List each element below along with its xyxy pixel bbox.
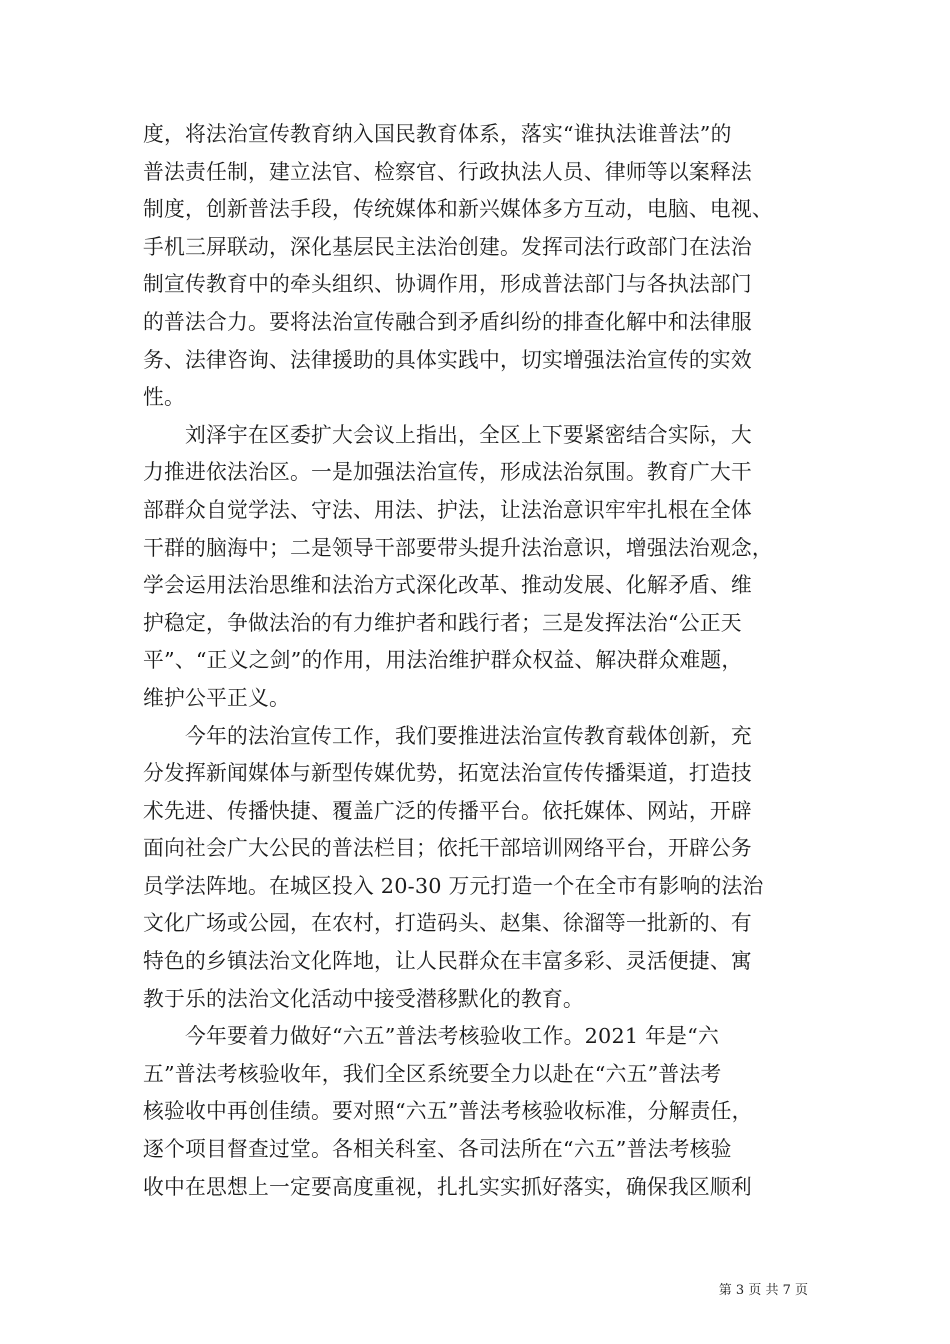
text-line: 务、法律咨询、法律援助的具体实践中，切实增强法治宣传的实效 xyxy=(143,347,752,372)
text-line: 度，将法治宣传教育纳入国民教育体系，落实“谁执法谁普法”的 xyxy=(143,122,732,146)
text-line: 逐个项目督查过堂。各相关科室、各司法所在“六五”普法考核验 xyxy=(143,1137,732,1162)
text-line: 干群的脑海中；二是领导干部要带头提升法治意识，增强法治观念， xyxy=(143,535,773,560)
text-line: 维护公平正义。 xyxy=(143,685,290,710)
text-line: 部群众自觉学法、守法、用法、护法，让法治意识牢牢扎根在全体 xyxy=(143,497,752,522)
text-line: 的普法合力。要将法治宣传融合到矛盾纠纷的排查化解中和法律服 xyxy=(143,309,752,334)
text-line: 特色的乡镇法治文化阵地，让人民群众在丰富多彩、灵活便捷、寓 xyxy=(143,949,752,974)
text-line: 学会运用法治思维和法治方式深化改革、推动发展、化解矛盾、维 xyxy=(143,573,752,598)
text-line: 文化广场或公园，在农村，打造码头、赵集、徐溜等一批新的、有 xyxy=(143,911,752,936)
text-line: 教于乐的法治文化活动中接受潜移默化的教育。 xyxy=(143,986,584,1011)
text-line: 普法责任制，建立法官、检察官、行政执法人员、律师等以案释法 xyxy=(143,159,752,184)
text-line: 护稳定，争做法治的有力维护者和践行者；三是发挥法治“公正天 xyxy=(143,610,742,635)
text-line: 今年要着力做好“六五”普法考核验收工作。2021 年是“六 xyxy=(143,1024,719,1049)
text-line: 面向社会广大公民的普法栏目；依托干部培训网络平台，开辟公务 xyxy=(143,836,752,861)
text-line: 核验收中再创佳绩。要对照“六五”普法考核验收标准，分解责任， xyxy=(143,1099,753,1124)
document-body xyxy=(143,116,813,1206)
text-line: 手机三屏联动，深化基层民主法治创建。发挥司法行政部门在法治 xyxy=(143,234,752,259)
text-line: 员学法阵地。在城区投入 20-30 万元打造一个在全市有影响的法治 xyxy=(143,873,764,898)
text-line: 力推进依法治区。一是加强法治宣传，形成法治氛围。教育广大干 xyxy=(143,460,752,485)
text-line: 术先进、传播快捷、覆盖广泛的传播平台。依托媒体、网站，开辟 xyxy=(143,798,752,823)
text-line: 收中在思想上一定要高度重视，扎扎实实抓好落实，确保我区顺利 xyxy=(143,1174,752,1199)
text-line: 刘泽宇在区委扩大会议上指出，全区上下要紧密结合实际，大 xyxy=(143,422,752,447)
page-number-footer: 第 3 页 共 7 页 xyxy=(718,1283,808,1298)
text-line: 性。 xyxy=(143,385,185,410)
text-line: 平”、“正义之剑”的作用，用法治维护群众权益、解决群众难题， xyxy=(143,648,743,673)
text-line: 今年的法治宣传工作，我们要推进法治宣传教育载体创新，充 xyxy=(143,723,752,748)
text-line: 制度，创新普法手段，传统媒体和新兴媒体多方互动，电脑、电视、 xyxy=(143,197,773,222)
text-line: 五”普法考核验收年，我们全区系统要全力以赴在“六五”普法考 xyxy=(143,1061,722,1086)
text-line: 分发挥新闻媒体与新型传媒优势，拓宽法治宣传传播渠道，打造技 xyxy=(143,761,752,786)
text-line: 制宣传教育中的牵头组织、协调作用，形成普法部门与各执法部门 xyxy=(143,272,752,297)
